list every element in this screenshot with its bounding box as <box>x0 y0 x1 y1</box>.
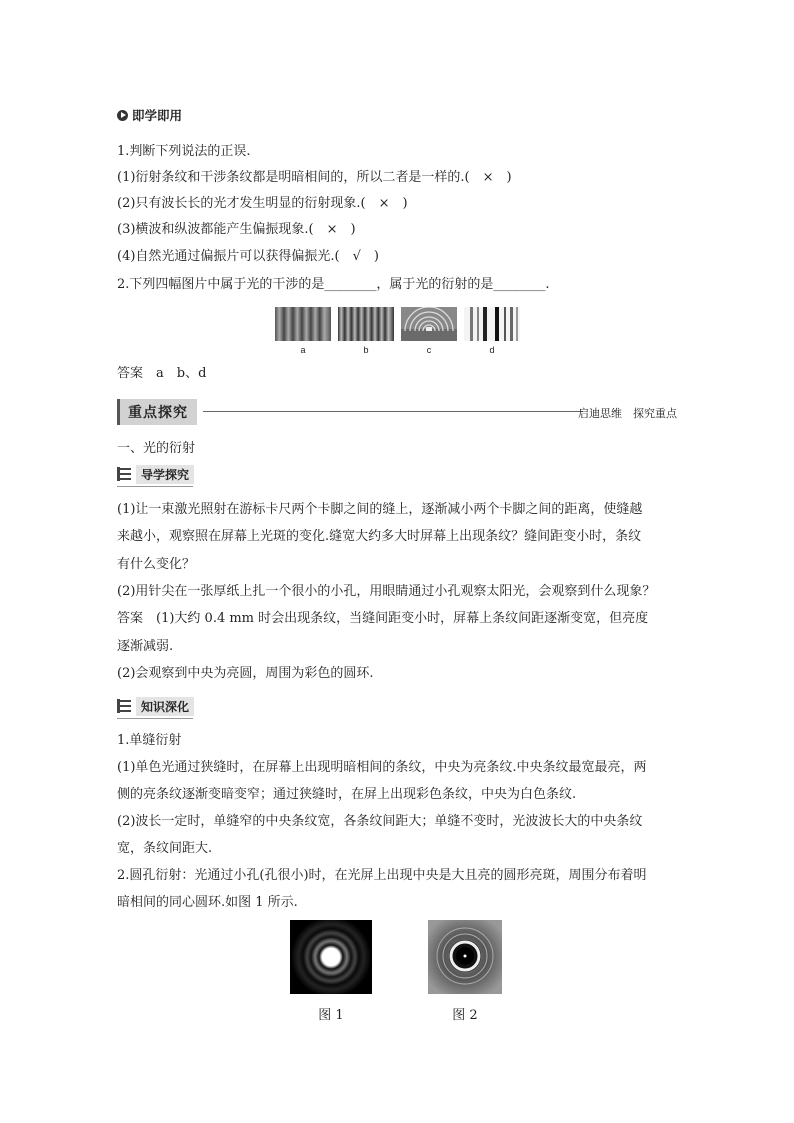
q1-stem: 1.判断下列说法的正误. <box>117 144 251 159</box>
fringe-picture-d <box>464 307 520 341</box>
tag-knowledge-deepening: 知识深化 <box>117 697 194 715</box>
q1-item: (3)横波和纵波都能产生偏振现象.( × ) <box>117 222 356 237</box>
fringe-picture-b <box>338 307 394 341</box>
section-heading: 即学即用 <box>117 106 182 124</box>
figure-2-caption: 图 2 <box>452 1008 478 1023</box>
figure-2-hole-diffraction <box>428 920 502 994</box>
knowledge-2: 2.圆孔衍射：光通过小孔(孔很小)时，在光屏上出现中央是大且亮的圆形亮斑，周围分布着明 <box>117 868 647 883</box>
para-1: 有什么变化？ <box>117 557 196 572</box>
para-1: (1)让一束激光照射在游标卡尺两个卡脚之间的缝上，逐渐减小两个卡脚之间的距离，使缝越 <box>117 502 643 517</box>
answer-2: (2)会观察到中央为亮圆，周围为彩色的圆环. <box>117 666 374 681</box>
banner-rule <box>203 411 583 412</box>
picture-label-d: d <box>489 345 495 355</box>
tag-underline <box>117 718 193 719</box>
tag-guided-inquiry: 导学探究 <box>117 465 194 483</box>
figure-1-caption: 图 1 <box>318 1008 344 1023</box>
knowledge-1b: 宽，条纹间距大. <box>117 841 213 856</box>
q2-stem: 2.下列四幅图片中属于光的干涉的是________，属于光的衍射的是________. <box>117 277 550 292</box>
tag-bars-icon <box>117 699 131 713</box>
play-icon <box>117 110 128 121</box>
tag-bars-icon <box>117 467 131 481</box>
knowledge-2: 暗相间的同心圆环.如图 1 所示. <box>117 895 298 910</box>
part-heading: 一、光的衍射 <box>117 441 196 456</box>
figure-1-airy-pattern <box>290 920 372 994</box>
picture-label-a: a <box>300 345 306 355</box>
tag-underline <box>117 486 193 487</box>
knowledge-1-title: 1.单缝衍射 <box>117 733 182 748</box>
answer-1: 答案 a b、d <box>117 366 207 381</box>
fringe-picture-a <box>275 307 331 341</box>
banner-subtitle: 启迪思维 探究重点 <box>578 408 677 420</box>
section-banner <box>117 399 677 425</box>
picture-label-b: b <box>363 345 369 355</box>
knowledge-1a: 侧的亮条纹逐渐变暗变窄；通过狭缝时，在屏上出现彩色条纹，中央为白色条纹. <box>117 787 577 802</box>
picture-label-c: c <box>426 345 432 355</box>
knowledge-1b: (2)波长一定时，单缝窄的中央条纹宽，各条纹间距大；单缝不变时，光波波长大的中央条纹 <box>117 814 643 829</box>
para-2: (2)用针尖在一张厚纸上扎一个很小的小孔，用眼睛通过小孔观察太阳光，会观察到什么现象？ <box>117 584 656 599</box>
fringe-picture-c <box>401 307 457 341</box>
banner-title: 重点探究 <box>117 399 197 425</box>
q1-item: (1)衍射条纹和干涉条纹都是明暗相间的，所以二者是一样的.( × ) <box>117 170 512 185</box>
knowledge-1a: (1)单色光通过狭缝时，在屏幕上出现明暗相间的条纹，中央为亮条纹.中央条纹最宽最亮，两 <box>117 760 647 775</box>
fringe-pictures <box>275 307 520 357</box>
q1-item: (2)只有波长长的光才发生明显的衍射现象.( × ) <box>117 196 408 211</box>
q1-item: (4)自然光通过偏振片可以获得偏振光.( √ ) <box>117 249 379 264</box>
para-1: 来越小，观察照在屏幕上光斑的变化.缝宽大约多大时屏幕上出现条纹？缝间距变小时，条纹 <box>117 529 642 544</box>
answer-2: 逐渐减弱. <box>117 639 174 654</box>
answer-2: 答案 (1)大约 0.4 mm 时会出现条纹，当缝间距变小时，屏幕上条纹间距逐渐变宽，但亮度 <box>117 611 649 626</box>
